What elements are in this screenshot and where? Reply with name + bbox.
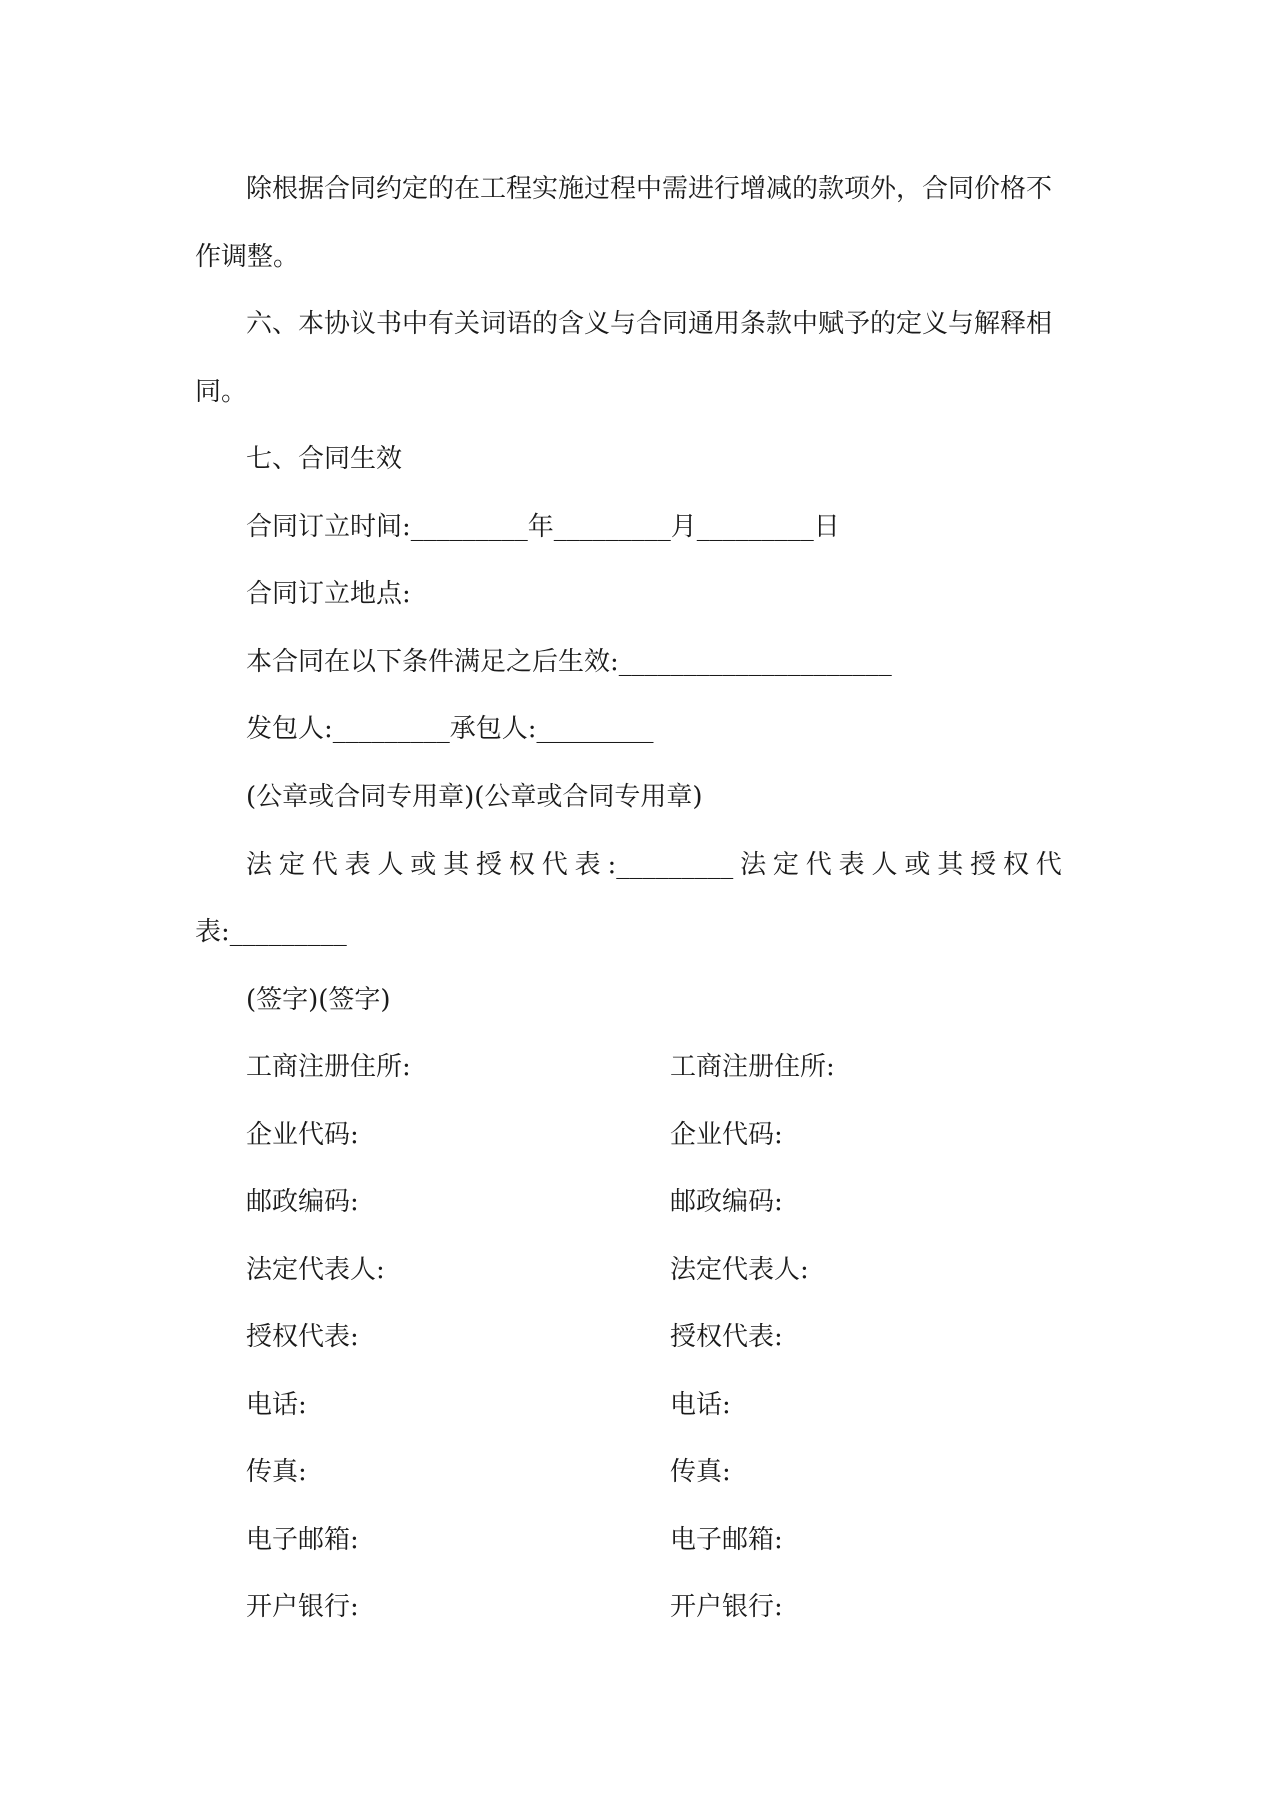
representative-char: 表 [574, 850, 601, 880]
left-field-bank: 开户银行: [246, 1592, 359, 1622]
left-field-address: 工商注册住所: [246, 1052, 411, 1082]
representative-char: 表 [344, 850, 371, 880]
representative-char: :_________ [607, 850, 734, 880]
left-field-enterprise-code: 企业代码: [246, 1120, 359, 1150]
paragraph-terms-line1: 六、本协议书中有关词语的含义与合同通用条款中赋予的定义与解释相 [246, 309, 1053, 339]
representative-char: 人 [871, 850, 898, 880]
left-field-fax: 传真: [246, 1457, 307, 1487]
left-field-postal-code: 邮政编码: [246, 1187, 359, 1217]
signature-line: (签字)(签字) [246, 985, 391, 1015]
right-field-email: 电子邮箱: [670, 1525, 783, 1555]
representative-char: 其 [937, 850, 964, 880]
contract-place-line: 合同订立地点: [246, 579, 411, 609]
representative-char: 定 [772, 850, 799, 880]
representative-char: 权 [508, 850, 535, 880]
paragraph-terms-line2: 同。 [195, 377, 248, 407]
right-field-address: 工商注册住所: [670, 1052, 835, 1082]
left-field-authorized-rep: 授权代表: [246, 1322, 359, 1352]
left-field-legal-rep: 法定代表人: [246, 1255, 385, 1285]
representative-char: 法 [246, 850, 273, 880]
representative-char: 人 [377, 850, 404, 880]
left-field-email: 电子邮箱: [246, 1525, 359, 1555]
left-field-phone: 电话: [246, 1390, 307, 1420]
representative-line2: 表:_________ [195, 917, 347, 947]
right-field-fax: 传真: [670, 1457, 731, 1487]
right-field-authorized-rep: 授权代表: [670, 1322, 783, 1352]
right-field-legal-rep: 法定代表人: [670, 1255, 809, 1285]
representative-char: 代 [1035, 850, 1062, 880]
right-field-phone: 电话: [670, 1390, 731, 1420]
parties-line: 发包人:_________承包人:_________ [246, 714, 654, 744]
right-field-enterprise-code: 企业代码: [670, 1120, 783, 1150]
right-field-bank: 开户银行: [670, 1592, 783, 1622]
representative-char: 代 [311, 850, 338, 880]
section-title-effective: 七、合同生效 [246, 444, 403, 474]
right-field-postal-code: 邮政编码: [670, 1187, 783, 1217]
seal-line: (公章或合同专用章)(公章或合同专用章) [246, 782, 703, 812]
representative-line1 [246, 848, 1062, 882]
representative-char: 代 [541, 850, 568, 880]
representative-char: 权 [1002, 850, 1029, 880]
representative-char: 表 [838, 850, 865, 880]
paragraph-price-line2: 作调整。 [195, 242, 300, 272]
representative-char: 或 [904, 850, 931, 880]
representative-char: 法 [740, 850, 767, 880]
effective-condition-line: 本合同在以下条件满足之后生效:_____________________ [246, 647, 892, 677]
representative-char: 授 [970, 850, 997, 880]
representative-char: 或 [410, 850, 437, 880]
representative-char: 定 [278, 850, 305, 880]
contract-date-line: 合同订立时间:_________年_________月_________日 [246, 512, 840, 542]
representative-char: 其 [443, 850, 470, 880]
paragraph-price-line1: 除根据合同约定的在工程实施过程中需进行增减的款项外，合同价格不 [246, 174, 1053, 204]
representative-char: 代 [805, 850, 832, 880]
representative-char: 授 [476, 850, 503, 880]
